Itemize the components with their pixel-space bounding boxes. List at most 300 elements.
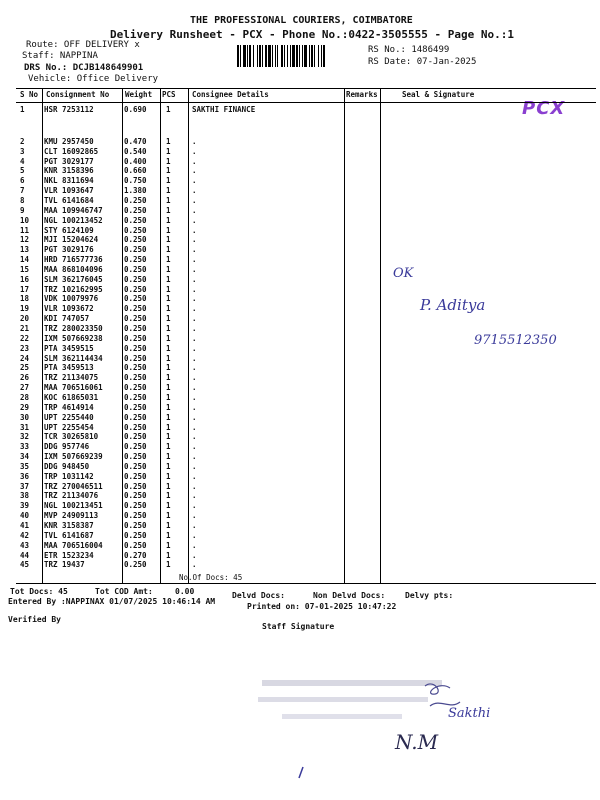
row-consignment-no: KNR 3158387 (44, 521, 94, 530)
row-consignment-no: UPT 2255440 (44, 412, 94, 422)
row-weight: 0.250 (124, 461, 147, 471)
col-sno: S No (20, 90, 39, 99)
row-sno: 35 (20, 461, 30, 471)
row-weight: 1.380 (124, 186, 147, 196)
row-consignment-no: ETR 1523234 (44, 550, 94, 560)
table-row (16, 226, 596, 236)
route-label: Route: OFF DELIVERY x (26, 40, 140, 50)
row-pcs: 1 (166, 412, 171, 422)
row-consignee: . (192, 412, 197, 422)
row-sno: 40 (20, 511, 30, 521)
row-consignment-no: TVL 6141687 (44, 530, 94, 540)
row-consignee: . (192, 530, 197, 540)
pen-mark-icon (296, 766, 306, 780)
row-weight: 0.250 (124, 333, 147, 343)
table-row (16, 423, 596, 433)
row-consignee: . (192, 186, 197, 196)
row-consignee: . (192, 501, 197, 511)
row-consignment-no: TRZ 21134075 (44, 373, 99, 383)
row-sno: 38 (20, 491, 30, 501)
row-weight: 0.250 (124, 215, 147, 225)
row-consignment-no: VDK 10079976 (44, 294, 99, 304)
table-row (16, 314, 596, 324)
handwritten-phone: 9715512350 (474, 333, 557, 348)
row-weight: 0.250 (124, 284, 147, 294)
row-weight: 0.470 (124, 136, 147, 146)
row-consignee: . (192, 205, 197, 215)
row-consignee: . (192, 363, 197, 373)
row-weight: 0.250 (124, 353, 147, 363)
table-row (16, 265, 596, 275)
row-pcs: 1 (166, 255, 171, 265)
row-consignee: . (192, 166, 197, 176)
row-weight: 0.250 (124, 422, 147, 432)
row-sno: 28 (20, 392, 30, 402)
row-consignee: . (192, 442, 197, 452)
row-consignment-no: IXM 507669238 (44, 333, 103, 343)
row-sno: 31 (20, 422, 30, 432)
row-consignee: . (192, 176, 197, 186)
table-row (16, 176, 596, 186)
row-consignee: . (192, 540, 197, 550)
row-pcs: 1 (166, 176, 171, 186)
row-sno: 5 (20, 166, 25, 176)
row-weight: 0.250 (124, 540, 147, 550)
row-consignee: . (192, 333, 197, 343)
row-sno: 42 (20, 530, 30, 540)
row-weight: 0.250 (124, 314, 147, 324)
row-consignment-no: DDG 948450 (44, 461, 90, 471)
row-weight: 0.250 (124, 501, 147, 511)
col-weight: Weight (125, 90, 153, 99)
row-consignment-no: TVL 6141684 (44, 195, 94, 205)
row-sno: 15 (20, 264, 30, 274)
row-sno: 7 (20, 186, 25, 196)
row-sno: 16 (20, 274, 30, 284)
row-pcs: 1 (166, 521, 171, 530)
total-docs: Tot Docs: 45 (10, 587, 68, 596)
table-row (16, 147, 596, 157)
table-row (16, 294, 596, 304)
row-consignment-no: TRZ 270046511 (44, 481, 103, 491)
row-consignee: . (192, 373, 197, 383)
table-row (16, 452, 596, 462)
row-sno: 32 (20, 432, 30, 442)
handwritten-stamp-name: Sakthi (448, 706, 491, 721)
row-sno: 36 (20, 471, 30, 481)
row-pcs: 1 (166, 363, 171, 373)
row-consignment-no: KNR 3158396 (44, 166, 94, 176)
row-consignment-no: SLM 362176045 (44, 274, 103, 284)
row-weight: 0.250 (124, 521, 147, 530)
handwritten-initials: N.M (395, 730, 439, 754)
table-row (16, 196, 596, 206)
row-sno: 30 (20, 412, 30, 422)
row-consignment-no: PTA 3459513 (44, 363, 94, 373)
row-pcs: 1 (166, 422, 171, 432)
row-sno: 41 (20, 521, 30, 530)
drs-number: DRS No.: DCJB148649901 (24, 63, 144, 73)
barcode-bar (325, 45, 327, 67)
table-row (16, 137, 596, 147)
table-row (16, 511, 596, 521)
row-consignment-no: PGT 3029176 (44, 245, 94, 255)
entered-by: Entered By :NAPPINAX 01/07/2025 10:46:14 AM (8, 597, 216, 606)
row-pcs: 1 (166, 274, 171, 284)
row-consignee: . (192, 343, 197, 353)
row-consignee: . (192, 215, 197, 225)
row-consignee: . (192, 304, 197, 314)
row-sno: 18 (20, 294, 30, 304)
delivery-points: Delvy pts: (405, 591, 454, 600)
row-consignment-no: CLT 16092865 (44, 146, 99, 156)
row-weight: 0.540 (124, 146, 147, 156)
row-consignment-no: STY 6124109 (44, 225, 94, 235)
row-pcs: 1 (166, 264, 171, 274)
row-sno: 23 (20, 343, 30, 353)
row-consignee: . (192, 294, 197, 304)
row-weight: 0.250 (124, 195, 147, 205)
row-pcs: 1 (166, 205, 171, 215)
row-consignment-no: TRP 1031142 (44, 471, 94, 481)
row-consignee: . (192, 225, 197, 235)
row-weight: 0.250 (124, 225, 147, 235)
table-row (16, 255, 596, 265)
row-pcs: 1 (166, 432, 171, 442)
row-consignment-no: TRZ 102162995 (44, 284, 103, 294)
row-pcs: 1 (166, 461, 171, 471)
row-consignment-no: HSR 7253112 (44, 105, 94, 114)
table-row (16, 235, 596, 245)
row-consignee: . (192, 491, 197, 501)
row-weight: 0.250 (124, 442, 147, 452)
row-consignee: . (192, 471, 197, 481)
table-row (16, 245, 596, 255)
handwritten-signature: P. Aditya (420, 296, 486, 314)
row-pcs: 1 (166, 550, 171, 560)
row-sno: 19 (20, 304, 30, 314)
table-row (16, 373, 596, 383)
row-sno: 39 (20, 501, 30, 511)
vehicle-label: Vehicle: Office Delivery (28, 74, 159, 84)
row-consignment-no: TRP 4614914 (44, 402, 94, 412)
row-weight: 0.750 (124, 176, 147, 186)
row-pcs: 1 (166, 530, 171, 540)
row-weight: 0.250 (124, 530, 147, 540)
row-pcs: 1 (166, 560, 171, 570)
row-sno: 22 (20, 333, 30, 343)
row-consignment-no: KDI 747057 (44, 314, 90, 324)
row-consignment-no: DDG 957746 (44, 442, 90, 452)
table-row (16, 393, 596, 403)
row-consignee: . (192, 383, 197, 393)
row-pcs: 1 (166, 402, 171, 412)
row-pcs: 1 (166, 235, 171, 245)
row-consignee: . (192, 422, 197, 432)
row-pcs: 1 (166, 146, 171, 156)
row-pcs: 1 (166, 373, 171, 383)
col-seal-signature: Seal & Signature (402, 90, 475, 99)
row-pcs: 1 (166, 195, 171, 205)
row-pcs: 1 (166, 383, 171, 393)
staff-label: Staff: NAPPINA (22, 51, 98, 61)
table-row (16, 482, 596, 492)
row-consignment-no: TRZ 280023350 (44, 324, 103, 333)
row-consignment-no: PTA 3459515 (44, 343, 94, 353)
row-pcs: 1 (166, 511, 171, 521)
row-sno: 2 (20, 136, 25, 146)
row-weight: 0.690 (124, 105, 147, 114)
row-pcs: 1 (166, 392, 171, 402)
row-weight: 0.250 (124, 274, 147, 284)
rs-date: RS Date: 07-Jan-2025 (368, 57, 477, 67)
row-weight: 0.250 (124, 245, 147, 255)
row-sno: 1 (20, 105, 25, 114)
row-pcs: 1 (166, 491, 171, 501)
row-consignment-no: MAA 868104096 (44, 264, 103, 274)
row-consignment-no: TRZ 19437 (44, 560, 85, 570)
row-pcs: 1 (166, 540, 171, 550)
row-consignment-no: TRZ 21134076 (44, 491, 99, 501)
non-delivered-docs: Non Delvd Docs: (313, 591, 386, 600)
row-consignee: . (192, 264, 197, 274)
table-row (16, 541, 596, 551)
row-consignee: . (192, 255, 197, 265)
col-consignment: Consignment No (46, 90, 110, 99)
col-pcs: PCS (162, 90, 176, 99)
row-sno: 3 (20, 146, 25, 156)
row-consignee: . (192, 550, 197, 560)
row-consignment-no: KMU 2957450 (44, 136, 94, 146)
row-consignee: . (192, 284, 197, 294)
row-consignee: . (192, 195, 197, 205)
row-pcs: 1 (166, 481, 171, 491)
row-consignment-no: MJI 15204624 (44, 235, 99, 245)
table-row (16, 531, 596, 541)
row-sno: 33 (20, 442, 30, 452)
table-row (16, 403, 596, 413)
row-weight: 0.250 (124, 471, 147, 481)
row-consignment-no: NGL 100213451 (44, 501, 103, 511)
row-consignment-no: NKL 8311694 (44, 176, 94, 186)
row-pcs: 1 (166, 215, 171, 225)
row-weight: 0.250 (124, 383, 147, 393)
row-weight: 0.250 (124, 560, 147, 570)
table-row (16, 285, 596, 295)
row-sno: 21 (20, 324, 30, 333)
table-row (16, 472, 596, 482)
row-consignee: . (192, 461, 197, 471)
row-pcs: 1 (166, 284, 171, 294)
row-consignee: . (192, 402, 197, 412)
row-pcs: 1 (166, 314, 171, 324)
row-weight: 0.250 (124, 481, 147, 491)
row-consignee: . (192, 274, 197, 284)
row-weight: 0.250 (124, 491, 147, 501)
row-consignee: SAKTHI FINANCE (192, 105, 256, 114)
col-consignee: Consignee Details (192, 90, 269, 99)
row-pcs: 1 (166, 245, 171, 255)
total-cod-value: 0.00 (175, 587, 195, 596)
company-name: THE PROFESSIONAL COURIERS, COIMBATORE (190, 15, 413, 26)
row-weight: 0.660 (124, 166, 147, 176)
table-row (16, 354, 596, 364)
printed-on: Printed on: 07-01-2025 10:47:22 (247, 602, 397, 611)
row-weight: 0.250 (124, 324, 147, 333)
row-pcs: 1 (166, 324, 171, 333)
row-consignee: . (192, 324, 197, 333)
row-weight: 0.250 (124, 373, 147, 383)
row-consignee: . (192, 392, 197, 402)
row-sno: 29 (20, 402, 30, 412)
row-consignee: . (192, 452, 197, 462)
table-row (16, 216, 596, 226)
row-consignment-no: IXM 507669239 (44, 452, 103, 462)
row-consignment-no: KOC 61865031 (44, 392, 99, 402)
row-consignment-no: VLR 1093647 (44, 186, 94, 196)
row-weight: 0.250 (124, 264, 147, 274)
total-cod-label: Tot COD Amt: (95, 587, 153, 596)
row-consignee: . (192, 511, 197, 521)
row-pcs: 1 (166, 471, 171, 481)
row-weight: 0.250 (124, 511, 147, 521)
row-consignee: . (192, 521, 197, 530)
row-consignment-no: TCR 30265810 (44, 432, 99, 442)
table-row (16, 186, 596, 196)
row-pcs: 1 (166, 225, 171, 235)
row-sno: 20 (20, 314, 30, 324)
row-consignment-no: NGL 100213452 (44, 215, 103, 225)
row-pcs: 1 (166, 343, 171, 353)
row-consignment-no: MVP 24909113 (44, 511, 99, 521)
row-weight: 0.250 (124, 343, 147, 353)
rs-number: RS No.: 1486499 (368, 45, 450, 55)
row-weight: 0.250 (124, 363, 147, 373)
table-row (16, 462, 596, 472)
verified-by: Verified By (8, 615, 61, 624)
row-sno: 13 (20, 245, 30, 255)
table-row (16, 491, 596, 501)
row-consignee: . (192, 560, 197, 570)
table-row (16, 105, 596, 115)
table-row (16, 560, 596, 570)
table-row (16, 166, 596, 176)
barcode (237, 45, 360, 67)
table-row (16, 432, 596, 442)
row-weight: 0.270 (124, 550, 147, 560)
row-consignment-no: MAA 706516004 (44, 540, 103, 550)
row-pcs: 1 (166, 333, 171, 343)
table-row (16, 521, 596, 531)
row-sno: 14 (20, 255, 30, 265)
row-pcs: 1 (166, 452, 171, 462)
table-row (16, 206, 596, 216)
row-consignment-no: UPT 2255454 (44, 422, 94, 432)
row-weight: 0.250 (124, 205, 147, 215)
table-row (16, 363, 596, 373)
table-header (16, 89, 596, 103)
row-weight: 0.250 (124, 452, 147, 462)
row-consignment-no: MAA 109946747 (44, 205, 103, 215)
row-sno: 6 (20, 176, 25, 186)
row-consignment-no: MAA 706516061 (44, 383, 103, 393)
row-consignment-no: SLM 362114434 (44, 353, 103, 363)
no-of-docs: No.Of Docs: 45 (179, 573, 243, 582)
row-consignee: . (192, 432, 197, 442)
row-weight: 0.250 (124, 294, 147, 304)
runsheet-title: Delivery Runsheet - PCX - Phone No.:0422-3505555 - Page No.:1 (110, 28, 514, 41)
table-row (16, 551, 596, 561)
row-consignee: . (192, 245, 197, 255)
row-pcs: 1 (166, 105, 171, 114)
row-weight: 0.250 (124, 255, 147, 265)
row-sno: 17 (20, 284, 30, 294)
row-pcs: 1 (166, 304, 171, 314)
row-sno: 4 (20, 156, 25, 166)
row-sno: 27 (20, 383, 30, 393)
row-weight: 0.250 (124, 402, 147, 412)
row-pcs: 1 (166, 166, 171, 176)
table-row (16, 157, 596, 167)
row-sno: 10 (20, 215, 30, 225)
row-sno: 24 (20, 353, 30, 363)
row-weight: 0.250 (124, 304, 147, 314)
table-row (16, 275, 596, 285)
row-consignment-no: HRD 716577736 (44, 255, 103, 265)
row-consignee: . (192, 146, 197, 156)
table-row (16, 501, 596, 511)
row-consignee: . (192, 156, 197, 166)
row-consignment-no: PGT 3029177 (44, 156, 94, 166)
delivered-docs: Delvd Docs: (232, 591, 285, 600)
table-row (16, 304, 596, 314)
row-sno: 44 (20, 550, 30, 560)
row-pcs: 1 (166, 442, 171, 452)
row-sno: 9 (20, 205, 25, 215)
row-consignee: . (192, 314, 197, 324)
row-pcs: 1 (166, 501, 171, 511)
row-consignee: . (192, 481, 197, 491)
row-pcs: 1 (166, 136, 171, 146)
staff-signature-label: Staff Signature (262, 622, 335, 631)
row-sno: 34 (20, 452, 30, 462)
row-sno: 43 (20, 540, 30, 550)
row-consignee: . (192, 353, 197, 363)
row-weight: 0.250 (124, 392, 147, 402)
row-weight: 0.250 (124, 412, 147, 422)
table-row (16, 413, 596, 423)
handwritten-ok: OK (393, 266, 414, 281)
col-remarks: Remarks (346, 90, 378, 99)
row-consignee: . (192, 235, 197, 245)
row-pcs: 1 (166, 294, 171, 304)
row-pcs: 1 (166, 353, 171, 363)
row-consignment-no: VLR 1093672 (44, 304, 94, 314)
table-row (16, 442, 596, 452)
row-sno: 12 (20, 235, 30, 245)
row-sno: 45 (20, 560, 30, 570)
row-sno: 25 (20, 363, 30, 373)
table-row (16, 383, 596, 393)
row-weight: 0.250 (124, 432, 147, 442)
row-sno: 11 (20, 225, 30, 235)
row-sno: 26 (20, 373, 30, 383)
row-sno: 8 (20, 195, 25, 205)
pcx-stamp: PCX (522, 98, 566, 119)
row-sno: 37 (20, 481, 30, 491)
row-pcs: 1 (166, 156, 171, 166)
row-consignee: . (192, 136, 197, 146)
